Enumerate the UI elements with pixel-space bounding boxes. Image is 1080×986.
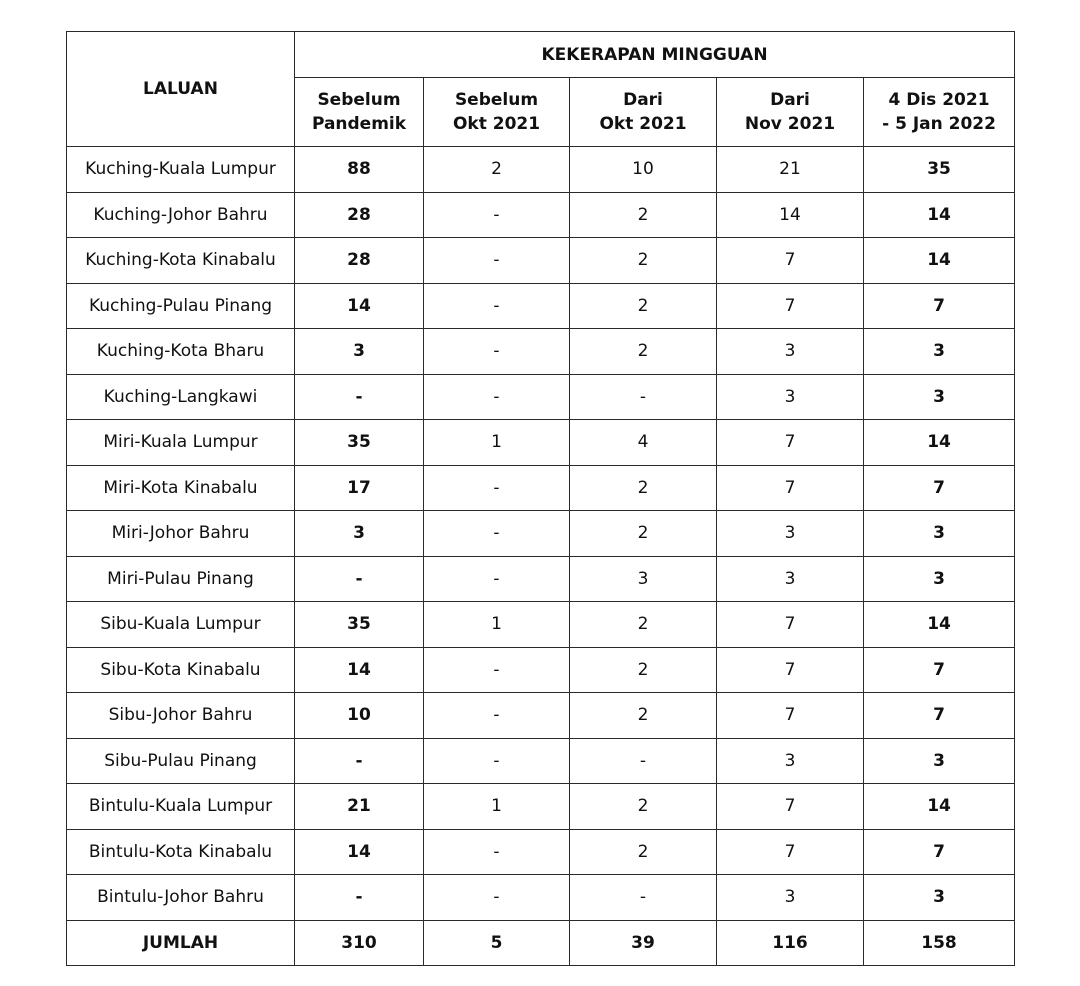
- frequency-cell: -: [570, 738, 717, 784]
- route-cell: Kuching-Kuala Lumpur: [67, 147, 295, 193]
- total-cell: 5: [424, 920, 570, 965]
- route-column-header: LALUAN: [67, 32, 295, 147]
- period-column-header: [717, 78, 864, 147]
- frequency-cell: -: [424, 556, 570, 602]
- frequency-cell: 3: [717, 556, 864, 602]
- total-cell: 158: [864, 920, 1015, 965]
- period-header-line1: Dari: [623, 90, 663, 110]
- frequency-cell: 35: [295, 420, 424, 466]
- frequency-cell: 7: [864, 693, 1015, 739]
- frequency-cell: 10: [295, 693, 424, 739]
- route-cell: Bintulu-Kuala Lumpur: [67, 784, 295, 830]
- frequency-cell: -: [570, 875, 717, 921]
- frequency-cell: 2: [570, 602, 717, 648]
- frequency-cell: 7: [717, 238, 864, 284]
- table-row: [67, 420, 1015, 466]
- table-row: [67, 147, 1015, 193]
- route-cell: Kuching-Kota Kinabalu: [67, 238, 295, 284]
- frequency-cell: -: [424, 283, 570, 329]
- frequency-cell: 7: [864, 829, 1015, 875]
- table-row: [67, 329, 1015, 375]
- total-cell: 116: [717, 920, 864, 965]
- period-header-line1: 4 Dis 2021: [888, 90, 990, 110]
- frequency-cell: 2: [570, 647, 717, 693]
- frequency-cell: 1: [424, 420, 570, 466]
- total-row: [67, 920, 1015, 965]
- frequency-cell: 1: [424, 602, 570, 648]
- frequency-cell: 3: [717, 374, 864, 420]
- frequency-cell: 14: [864, 784, 1015, 830]
- frequency-cell: 14: [864, 192, 1015, 238]
- frequency-cell: 88: [295, 147, 424, 193]
- total-cell: 39: [570, 920, 717, 965]
- route-cell: Sibu-Johor Bahru: [67, 693, 295, 739]
- frequency-cell: 35: [864, 147, 1015, 193]
- route-cell: Sibu-Kota Kinabalu: [67, 647, 295, 693]
- route-cell: Bintulu-Kota Kinabalu: [67, 829, 295, 875]
- frequency-cell: -: [424, 465, 570, 511]
- route-cell: Miri-Kota Kinabalu: [67, 465, 295, 511]
- table-row: [67, 511, 1015, 557]
- frequency-cell: -: [424, 192, 570, 238]
- route-cell: Kuching-Johor Bahru: [67, 192, 295, 238]
- frequency-cell: 21: [717, 147, 864, 193]
- frequency-cell: -: [424, 647, 570, 693]
- frequency-cell: -: [295, 374, 424, 420]
- frequency-cell: -: [424, 238, 570, 284]
- frequency-cell: 3: [864, 329, 1015, 375]
- route-cell: Bintulu-Johor Bahru: [67, 875, 295, 921]
- route-cell: Kuching-Pulau Pinang: [67, 283, 295, 329]
- frequency-cell: 3: [864, 556, 1015, 602]
- frequency-cell: 2: [570, 829, 717, 875]
- frequency-cell: 2: [424, 147, 570, 193]
- frequency-cell: 2: [570, 511, 717, 557]
- frequency-cell: 7: [717, 465, 864, 511]
- frequency-cell: 2: [570, 784, 717, 830]
- frequency-cell: 3: [864, 374, 1015, 420]
- frequency-cell: 2: [570, 465, 717, 511]
- frequency-cell: 3: [295, 511, 424, 557]
- frequency-cell: 3: [570, 556, 717, 602]
- frequency-cell: 7: [717, 647, 864, 693]
- frequency-cell: 2: [570, 283, 717, 329]
- frequency-cell: 2: [570, 192, 717, 238]
- route-cell: Kuching-Kota Bharu: [67, 329, 295, 375]
- frequency-cell: 7: [864, 647, 1015, 693]
- table-row: [67, 283, 1015, 329]
- period-column-header: [864, 78, 1015, 147]
- frequency-cell: -: [424, 511, 570, 557]
- header-row-group: [67, 32, 1015, 78]
- table-row: [67, 192, 1015, 238]
- frequency-cell: 10: [570, 147, 717, 193]
- frequency-cell: 2: [570, 329, 717, 375]
- table-row: [67, 465, 1015, 511]
- frequency-cell: 14: [295, 647, 424, 693]
- frequency-cell: 28: [295, 238, 424, 284]
- route-cell: Miri-Johor Bahru: [67, 511, 295, 557]
- period-header-line2: Okt 2021: [452, 114, 541, 134]
- period-header-line2: Nov 2021: [744, 114, 836, 134]
- route-cell: Sibu-Pulau Pinang: [67, 738, 295, 784]
- total-cell: 310: [295, 920, 424, 965]
- table-row: [67, 693, 1015, 739]
- frequency-cell: 4: [570, 420, 717, 466]
- period-header-line2: Okt 2021: [599, 114, 687, 134]
- frequency-cell: 1: [424, 784, 570, 830]
- frequency-cell: 3: [717, 738, 864, 784]
- frequency-cell: 14: [864, 238, 1015, 284]
- table-row: [67, 829, 1015, 875]
- frequency-cell: 7: [717, 829, 864, 875]
- table-row: [67, 875, 1015, 921]
- frequency-cell: 21: [295, 784, 424, 830]
- frequency-cell: -: [424, 693, 570, 739]
- table-row: [67, 647, 1015, 693]
- frequency-cell: 14: [295, 829, 424, 875]
- period-column-header: [570, 78, 717, 147]
- table-body: [67, 147, 1015, 966]
- period-header-line1: Sebelum: [317, 90, 401, 110]
- frequency-cell: 3: [295, 329, 424, 375]
- frequency-cell: 3: [864, 875, 1015, 921]
- table-row: [67, 238, 1015, 284]
- route-cell: Miri-Kuala Lumpur: [67, 420, 295, 466]
- table-row: [67, 784, 1015, 830]
- table-row: [67, 602, 1015, 648]
- period-header-line2: - 5 Jan 2022: [882, 114, 996, 134]
- frequency-cell: -: [424, 738, 570, 784]
- frequency-cell: 7: [717, 283, 864, 329]
- frequency-cell: 35: [295, 602, 424, 648]
- frequency-cell: -: [295, 738, 424, 784]
- route-cell: Kuching-Langkawi: [67, 374, 295, 420]
- frequency-cell: 7: [717, 420, 864, 466]
- period-header-line1: Sebelum: [454, 90, 539, 110]
- frequency-cell: 7: [717, 602, 864, 648]
- frequency-cell: 14: [295, 283, 424, 329]
- route-cell: Miri-Pulau Pinang: [67, 556, 295, 602]
- table-row: [67, 738, 1015, 784]
- table-row: [67, 374, 1015, 420]
- period-header-line2: Pandemik: [311, 114, 407, 134]
- frequency-cell: -: [424, 875, 570, 921]
- frequency-cell: -: [570, 374, 717, 420]
- frequency-cell: 7: [717, 784, 864, 830]
- frequency-cell: 3: [717, 875, 864, 921]
- period-header-line1: Dari: [770, 90, 810, 110]
- frequency-cell: 14: [864, 602, 1015, 648]
- period-column-header: [424, 78, 570, 147]
- weekly-frequency-table: [66, 31, 1015, 966]
- route-cell: Sibu-Kuala Lumpur: [67, 602, 295, 648]
- frequency-cell: 2: [570, 238, 717, 284]
- frequency-cell: -: [295, 875, 424, 921]
- frequency-cell: 3: [717, 329, 864, 375]
- frequency-cell: 14: [864, 420, 1015, 466]
- weekly-frequency-group-header: KEKERAPAN MINGGUAN: [295, 32, 1015, 78]
- frequency-cell: -: [424, 829, 570, 875]
- frequency-cell: -: [424, 374, 570, 420]
- frequency-cell: -: [424, 329, 570, 375]
- frequency-cell: -: [295, 556, 424, 602]
- frequency-cell: 7: [717, 693, 864, 739]
- total-label: JUMLAH: [67, 920, 295, 965]
- frequency-cell: 3: [864, 738, 1015, 784]
- frequency-cell: 3: [717, 511, 864, 557]
- frequency-cell: 7: [864, 283, 1015, 329]
- frequency-cell: 14: [717, 192, 864, 238]
- frequency-cell: 7: [864, 465, 1015, 511]
- frequency-cell: 28: [295, 192, 424, 238]
- period-column-header: [295, 78, 424, 147]
- frequency-cell: 3: [864, 511, 1015, 557]
- table-row: [67, 556, 1015, 602]
- frequency-cell: 17: [295, 465, 424, 511]
- frequency-cell: 2: [570, 693, 717, 739]
